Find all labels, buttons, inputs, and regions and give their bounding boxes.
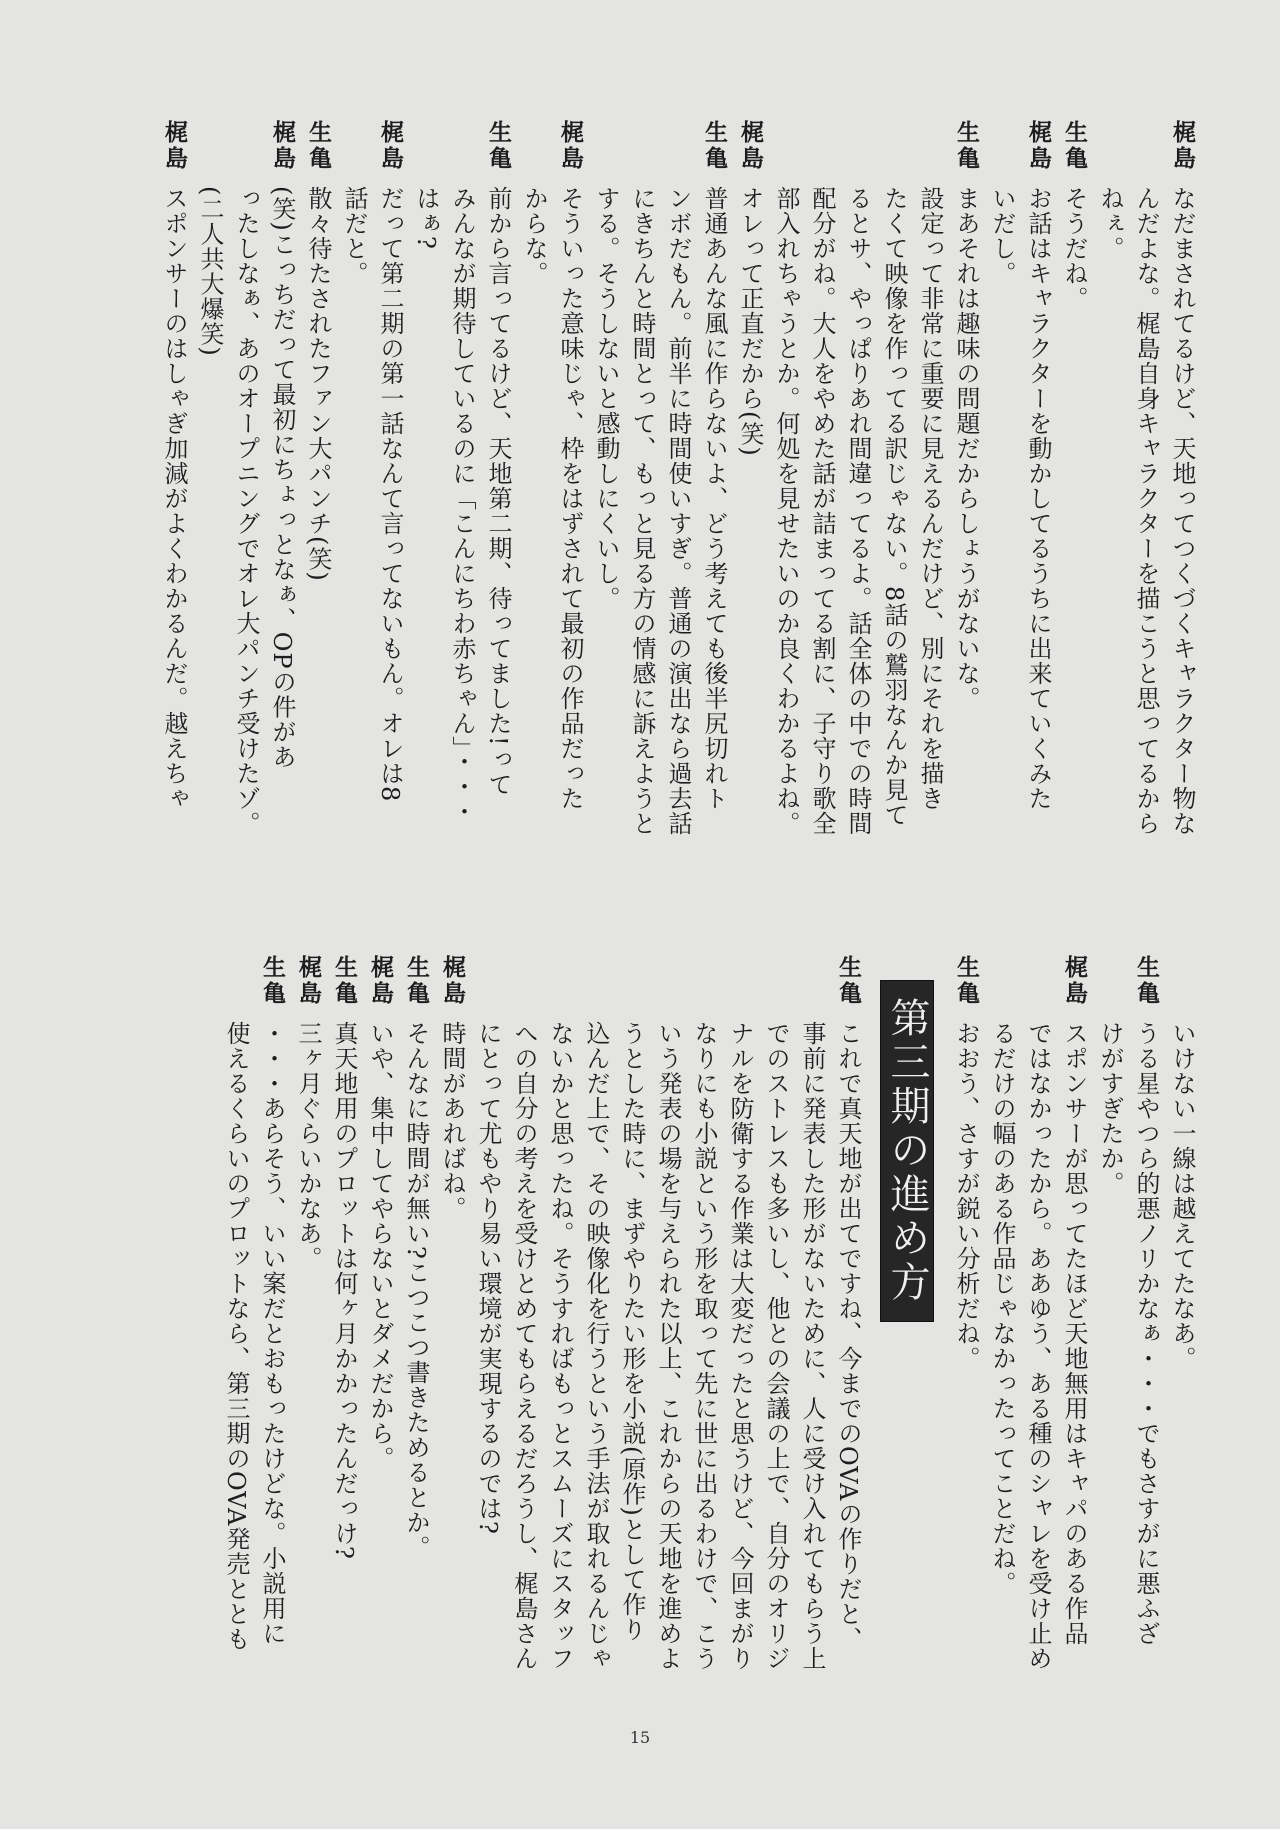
text-line — [696, 120, 732, 920]
text-line — [516, 120, 552, 920]
text-line — [1128, 120, 1164, 920]
line-text: への自分の考えを受けとめてもらえるだろうし、梶島さん — [510, 1021, 538, 1671]
bottom-left-lines — [218, 955, 866, 1735]
speaker-label — [984, 120, 1020, 186]
line-text: 使えるくらいのプロットなら、第三期のOVA発売ととも — [222, 1021, 250, 1652]
line-text: にきちんと時間とって、もっと見る方の情感に訴えようと — [628, 186, 656, 836]
text-line — [984, 955, 1020, 1735]
line-text: 事前に発表した形がないために、人に受け入れてもらう上 — [798, 1021, 826, 1671]
line-text: 配分がね。大人をやめた話が詰まってる割に、子守り歌全 — [808, 186, 836, 836]
speaker-label — [1092, 955, 1128, 1021]
line-text: そんなに時間が無い?こつこつ書きためるとか。 — [402, 1021, 430, 1560]
line-text: 設定って非常に重要に見えるんだけど、別にそれを描き — [916, 186, 944, 811]
text-line — [1020, 955, 1056, 1735]
speaker-label: 生亀 — [403, 955, 429, 1007]
speaker-label — [1128, 120, 1164, 186]
speaker-label — [768, 120, 804, 186]
text-line — [300, 120, 336, 920]
speaker-label — [506, 955, 542, 1021]
text-line — [686, 955, 722, 1735]
speaker-label: 梶島 — [737, 120, 763, 172]
text-line — [650, 955, 686, 1735]
line-text: ねぇ。 — [1096, 186, 1124, 261]
text-line — [614, 955, 650, 1735]
speaker-label — [840, 120, 876, 186]
speaker-label — [228, 120, 264, 186]
line-text: なだまされてるけど、天地ってつくづくキャラクター物な — [1168, 186, 1196, 836]
speaker-label: 生亀 — [485, 120, 511, 172]
text-line — [1092, 955, 1128, 1735]
line-text: ナルを防衛する作業は大変だったと思うけど、今回まがり — [726, 1021, 754, 1671]
text-line — [434, 955, 470, 1735]
speaker-label: 梶島 — [1169, 120, 1195, 172]
line-text: 前から言ってるけど、天地第二期、待ってました!って — [484, 186, 512, 797]
text-line — [722, 955, 758, 1735]
line-text: 普通あんな風に作らないよ、どう考えても後半尻切れト — [700, 186, 728, 811]
speaker-label — [1092, 120, 1128, 186]
text-line — [218, 955, 254, 1735]
line-text: うる星やつら的悪ノリかなぁ・・・でもさすがに悪ふざ — [1132, 1021, 1160, 1646]
speaker-label — [516, 120, 552, 186]
text-line — [578, 955, 614, 1735]
speaker-label: 生亀 — [835, 955, 861, 1007]
line-text: いう発表の場を与えられた以上、これからの天地を進めよ — [654, 1021, 682, 1671]
text-line — [1056, 955, 1092, 1735]
text-line — [768, 120, 804, 920]
line-text: にとって尤もやり易い環境が実現するのでは? — [474, 1021, 502, 1535]
line-text: 部入れちゃうとか。何処を見せたいのか良くわかるよね。 — [772, 186, 800, 836]
line-text: みんなが期待しているのに「こんにちわ赤ちゃん」・・・ — [448, 186, 476, 824]
line-text: そういった意味じゃ、枠をはずされて最初の作品だった — [556, 186, 584, 811]
line-text: (笑)こっちだって最初にちょっとなぁ、OPの件があ — [268, 186, 296, 770]
speaker-label — [660, 120, 696, 186]
text-line — [326, 955, 362, 1735]
line-text: ・・・あらそう、いい案だとおもったけどな。小説用に — [258, 1021, 286, 1646]
text-line — [470, 955, 506, 1735]
text-line — [444, 120, 480, 920]
line-text: お話はキャラクターを動かしてるうちに出来ていくみた — [1024, 186, 1052, 811]
speaker-label: 生亀 — [953, 120, 979, 172]
speaker-label — [470, 955, 506, 1021]
text-line — [362, 955, 398, 1735]
text-line — [228, 120, 264, 920]
speaker-label — [984, 955, 1020, 1021]
speaker-label — [1164, 955, 1200, 1021]
text-line — [1164, 120, 1200, 920]
line-text: 時間があればね。 — [438, 1021, 466, 1221]
line-text: ンボだもん。前半に時間使いすぎ。普通の演出なら過去話 — [664, 186, 692, 836]
text-line — [804, 120, 840, 920]
speaker-label — [444, 120, 480, 186]
speaker-label — [624, 120, 660, 186]
speaker-label — [912, 120, 948, 186]
page-number: 15 — [629, 1728, 651, 1747]
line-text: いや、集中してやらないとダメだから。 — [366, 1021, 394, 1471]
text-line — [948, 955, 984, 1735]
text-line — [336, 120, 372, 920]
line-text: からな。 — [520, 186, 548, 286]
speaker-label — [192, 120, 228, 186]
speaker-label: 生亀 — [1061, 120, 1087, 172]
speaker-label: 生亀 — [1133, 955, 1159, 1007]
text-line — [156, 120, 192, 920]
text-line — [552, 120, 588, 920]
text-line — [1056, 120, 1092, 920]
text-line — [408, 120, 444, 920]
text-line — [1020, 120, 1056, 920]
line-text: んだよな。梶島自身キャラクターを描こうと思ってるから — [1132, 186, 1160, 836]
speaker-label: 梶島 — [1061, 955, 1087, 1007]
speaker-label — [542, 955, 578, 1021]
speaker-label: 梶島 — [367, 955, 393, 1007]
bottom-text-block — [218, 955, 1200, 1735]
text-line — [264, 120, 300, 920]
speaker-label — [614, 955, 650, 1021]
speaker-label — [1020, 955, 1056, 1021]
speaker-label — [650, 955, 686, 1021]
line-text: ったしなぁ、あのオープニングでオレ大パンチ受けたゾ。 — [232, 186, 260, 836]
speaker-label: 生亀 — [305, 120, 331, 172]
line-text: だって第二期の第一話なんて言ってないもん。オレは8 — [376, 186, 404, 803]
speaker-label — [804, 120, 840, 186]
line-text: たくて映像を作ってる訳じゃない。8話の鷲羽なんか見て — [880, 186, 908, 828]
text-line — [912, 120, 948, 920]
text-line — [254, 955, 290, 1735]
speaker-label — [686, 955, 722, 1021]
text-line — [830, 955, 866, 1735]
line-text: スポンサーが思ってたほど天地無用はキャパのある作品 — [1060, 1021, 1088, 1646]
speaker-label: 梶島 — [1025, 120, 1051, 172]
line-text: なりにも小説という形を取って先に世に出るわけで、こう — [690, 1021, 718, 1671]
text-line — [624, 120, 660, 920]
text-line — [192, 120, 228, 920]
speaker-label: 梶島 — [557, 120, 583, 172]
line-text: けがすぎたか。 — [1096, 1021, 1124, 1196]
line-text: るとサ、やっぱりあれ間違ってるよ。話全体の中での時間 — [844, 186, 872, 836]
text-line — [398, 955, 434, 1735]
line-text: おおう、さすが鋭い分析だね。 — [952, 1021, 980, 1371]
line-text: これで真天地が出てですね、今までのOVAの作りだと、 — [834, 1021, 862, 1652]
line-text: 込んだ上で、その映像化を行うという手法が取れるんじゃ — [582, 1021, 610, 1671]
speaker-label: 梶島 — [295, 955, 321, 1007]
speaker-label — [758, 955, 794, 1021]
line-text: (二人共大爆笑) — [196, 186, 224, 357]
line-text: はぁ? — [412, 186, 440, 250]
line-text: 三ヶ月ぐらいかなあ。 — [294, 1021, 322, 1271]
speaker-label: 生亀 — [259, 955, 285, 1007]
speaker-label — [794, 955, 830, 1021]
speaker-label: 生亀 — [331, 955, 357, 1007]
text-line — [732, 120, 768, 920]
speaker-label — [876, 120, 912, 186]
text-line — [660, 120, 696, 920]
section-title: 第三期の進め方 — [880, 980, 934, 1322]
top-text-block — [156, 120, 1200, 920]
line-text: スポンサーのはしゃぎ加減がよくわかるんだ。越えちゃ — [160, 186, 188, 811]
text-line — [840, 120, 876, 920]
line-text: でのストレスも多いし、他との会議の上で、自分のオリジ — [762, 1021, 790, 1671]
text-line — [588, 120, 624, 920]
line-text: ないかと思ったね。そうすればもっとスムーズにスタッフ — [546, 1021, 574, 1671]
speaker-label: 梶島 — [439, 955, 465, 1007]
text-line — [290, 955, 326, 1735]
text-line — [794, 955, 830, 1735]
text-line — [1092, 120, 1128, 920]
text-line — [948, 120, 984, 920]
speaker-label — [408, 120, 444, 186]
line-text: 話だと。 — [340, 186, 368, 286]
line-text: いけない一線は越えてたなあ。 — [1168, 1021, 1196, 1371]
speaker-label — [722, 955, 758, 1021]
text-line — [1164, 955, 1200, 1735]
text-line — [758, 955, 794, 1735]
speaker-label — [588, 120, 624, 186]
line-text: 真天地用のプロットは何ヶ月かかったんだっけ? — [330, 1021, 358, 1560]
speaker-label: 生亀 — [953, 955, 979, 1007]
text-line — [506, 955, 542, 1735]
text-line — [984, 120, 1020, 920]
speaker-label: 梶島 — [269, 120, 295, 172]
speaker-label — [578, 955, 614, 1021]
line-text: まあそれは趣味の問題だからしょうがないな。 — [952, 186, 980, 711]
line-text: オレって正直だから(笑) — [736, 186, 764, 457]
line-text: ではなかったから。ああゆう、ある種のシャレを受け止め — [1024, 1021, 1052, 1671]
line-text: そうだね。 — [1060, 186, 1088, 311]
text-line — [1128, 955, 1164, 1735]
line-text: する。そうしないと感動しにくいし。 — [592, 186, 620, 611]
text-line — [480, 120, 516, 920]
line-text: るだけの幅のある作品じゃなかったってことだね。 — [988, 1021, 1016, 1596]
text-line — [372, 120, 408, 920]
line-text: 散々待たされたファン大パンチ(笑) — [304, 186, 332, 582]
speaker-label: 生亀 — [701, 120, 727, 172]
text-line — [876, 120, 912, 920]
text-line — [542, 955, 578, 1735]
line-text: うとした時に、まずやりたい形を小説(原作)として作り — [618, 1021, 646, 1642]
speaker-label — [218, 955, 254, 1021]
bottom-right-lines — [948, 955, 1200, 1735]
line-text: いだし。 — [988, 186, 1016, 286]
speaker-label: 梶島 — [377, 120, 403, 172]
speaker-label: 梶島 — [161, 120, 187, 172]
speaker-label — [336, 120, 372, 186]
